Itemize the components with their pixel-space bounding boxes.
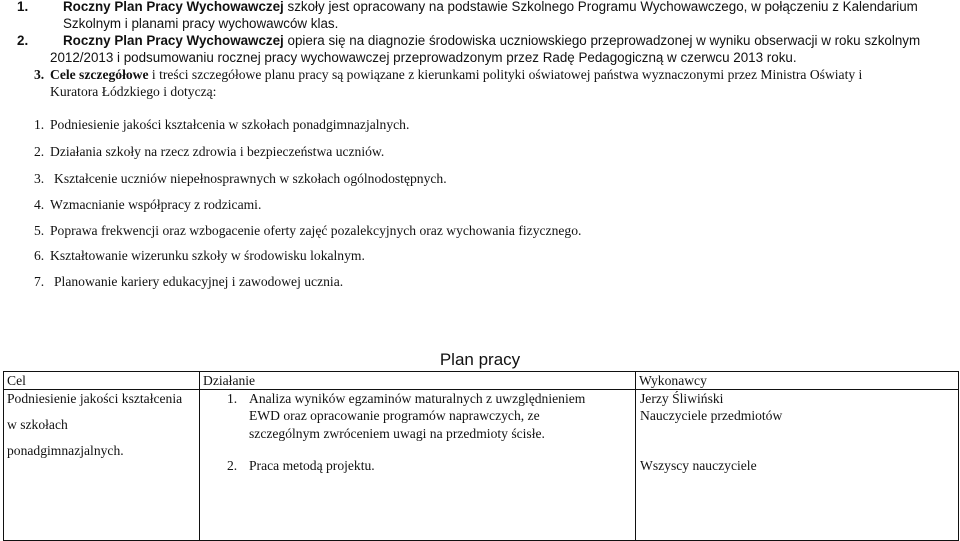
goal-item-4: 4. Wzmacnianie współpracy z rodzicami. (34, 197, 262, 212)
header-wykonawcy: Wykonawcy (636, 372, 959, 390)
intro-p1-bold: Roczny Plan Pracy Wychowawczej (63, 0, 284, 14)
header-cel: Cel (4, 372, 200, 390)
executor-1: Jerzy Śliwiński (640, 391, 724, 406)
goal-item-7: 7. Planowanie kariery edukacyjnej i zawodowej ucznia. (34, 274, 344, 289)
intro-paragraph-1-line-2: Szkolnym i planami pracy wychowawców klas. (63, 16, 339, 31)
cel-line-2: w szkołach (7, 417, 68, 432)
intro-paragraph-3-line-2: Kuratora Łódzkiego i dotyczą: (50, 84, 217, 99)
cel-line-3: ponadgimnazjalnych. (7, 443, 124, 458)
intro-p1-text: szkoły jest opracowany na podstawie Szkolnego Programu Wychowawczego, w połączeniu z Kalendarium (283, 0, 918, 14)
action-1-line-3: szczególnym zwróceniem uwagi na przedmioty ścisłe. (249, 426, 545, 441)
goal-item-2: 2. Działania szkoły na rzecz zdrowia i bezpieczeństwa uczniów. (34, 144, 385, 159)
goal-item-3: 3. Kształcenie uczniów niepełnosprawnych w szkołach ogólnodostępnych. (34, 171, 447, 186)
intro-p2-text: opiera się na diagnozie środowiska uczniowskiego przeprowadzonej w wyniku obserwacji w roku szkolnym (283, 33, 921, 48)
header-dzialanie: Działanie (200, 372, 636, 390)
goal-item-5: 5. Poprawa frekwencji oraz wzbogacenie oferty zajęć pozalekcyjnych oraz wychowania fizycznego. (34, 223, 582, 238)
intro-p3-text: i treści szczegółowe planu pracy są powiązane z kierunkami polityki oświatowej państwa wyznaczonymi przez Ministra Oświaty i (148, 67, 863, 82)
cell-wykonawcy (636, 390, 959, 541)
intro-paragraph-1: 1. Roczny Plan Pracy Wychowawczej szkoły jest opracowany na podstawie Szkolnego Programu Wychowawczego, w połączeniu z Kalendarium (17, 0, 918, 14)
cel-line-1: Podniesienie jakości kształcenia (7, 391, 183, 406)
action-1: 1. Analiza wyników egzaminów maturalnych z uwzględnieniem (227, 391, 586, 406)
plan-table-row (4, 390, 959, 541)
cell-cel (4, 390, 200, 541)
executor-2: Nauczyciele przedmiotów (640, 408, 783, 423)
intro-paragraph-3: 3. Cele szczegółowe i treści szczegółowe planu pracy są powiązane z kierunkami polityki oświatowej państwa wyznaczonymi przez Ministra Oświaty i (34, 67, 863, 82)
intro-paragraph-2-line-2: 2012/2013 i podsumowaniu rocznej pracy wychowawczej przeprowadzonym przez Radę Pedagogiczną w czerwcu 2013 roku. (50, 50, 797, 65)
plan-table (3, 371, 959, 541)
intro-p2-bold: Roczny Plan Pracy Wychowawczej (63, 33, 284, 48)
cell-dzialanie (200, 390, 636, 541)
plan-title: Plan pracy (439, 350, 521, 369)
action-1-line-2: EWD oraz opracowanie programów naprawczych, ze (249, 408, 540, 423)
action-2: 2. Praca metodą projektu. (227, 458, 375, 473)
intro-p3-bold: Cele szczegółowe (50, 67, 149, 82)
executor-3: Wszyscy nauczyciele (640, 458, 757, 473)
goal-item-6: 6. Kształtowanie wizerunku szkoły w środowisku lokalnym. (34, 248, 365, 263)
goal-item-1: 1. Podniesienie jakości kształcenia w szkołach ponadgimnazjalnych. (34, 117, 410, 132)
intro-paragraph-2: 2. Roczny Plan Pracy Wychowawczej opiera się na diagnozie środowiska uczniowskiego przeprowadzonej w wyniku obserwacji w roku szkolnym (17, 33, 921, 48)
plan-table-header-row (4, 372, 959, 390)
